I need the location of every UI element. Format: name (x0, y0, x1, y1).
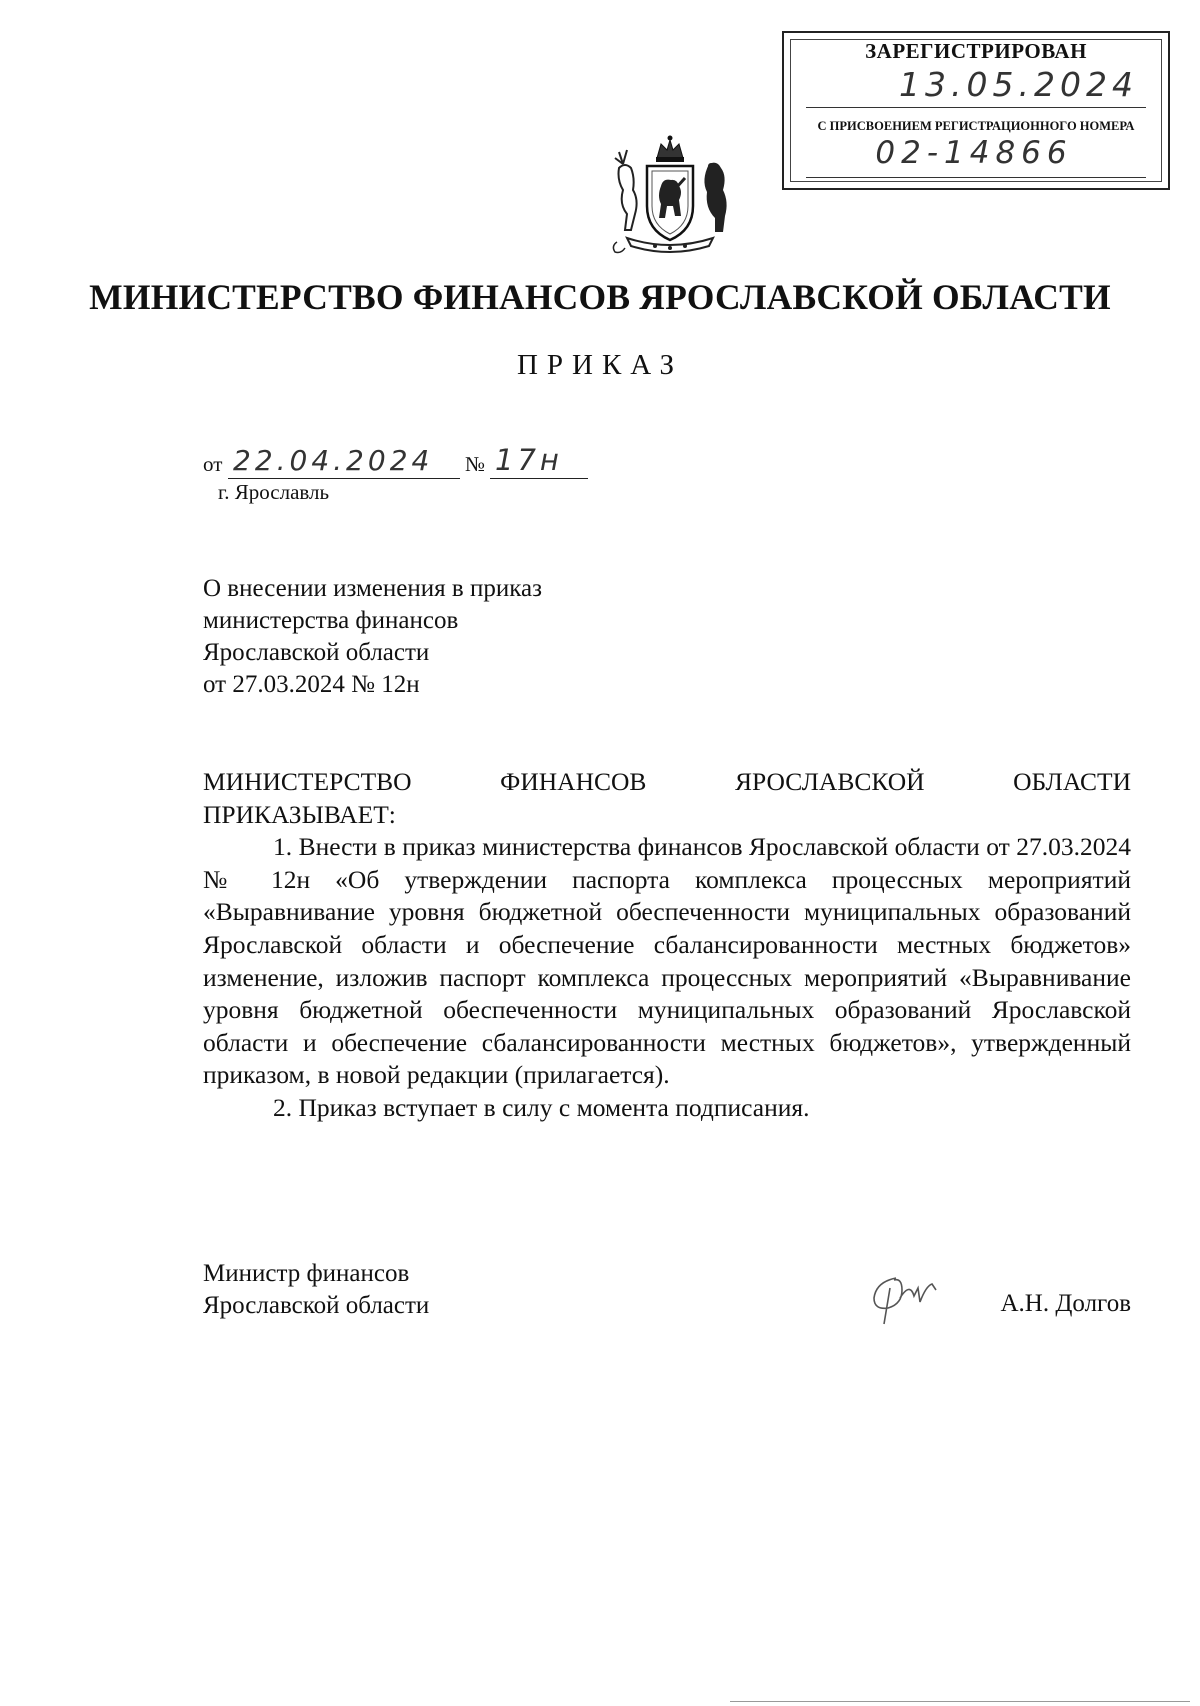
subject-line: Ярославской области (203, 639, 430, 666)
subject-line: О внесении изменения в приказ (203, 575, 542, 602)
from-label: от (203, 452, 223, 476)
number-underline (490, 478, 588, 479)
paragraph-2: 2. Приказ вступает в силу с момента подписания. (273, 1092, 810, 1122)
stamp-caption: С ПРИСВОЕНИЕМ РЕГИСТРАЦИОННОГО НОМЕРА (817, 119, 1135, 133)
body-text (203, 766, 1131, 1125)
scan-edge-line (730, 1701, 1190, 1702)
handwritten-signature-icon (866, 1268, 946, 1326)
stamp-title: ЗАРЕГИСТРИРОВАН (865, 39, 1087, 63)
order-number: 17н (495, 443, 563, 477)
registration-stamp (782, 31, 1170, 190)
stamp-registration-number: 02-14866 (875, 135, 1073, 171)
order-date: 22.04.2024 (233, 444, 434, 477)
stamp-divider (806, 177, 1146, 178)
subject-block (203, 573, 542, 701)
ministry-title: МИНИСТЕРСТВО ФИНАНСОВ ЯРОСЛАВСКОЙ ОБЛАСТИ (89, 277, 1111, 317)
intro-line: МИНИСТЕРСТВО ФИНАНСОВ ЯРОСЛАВСКОЙ ОБЛАСТИ (203, 767, 1131, 796)
intro-tail: ПРИКАЗЫВАЕТ: (203, 799, 396, 829)
stamp-date: 13.05.2024 (899, 65, 1138, 104)
stamp-divider (806, 107, 1146, 108)
city: г. Ярославль (218, 480, 330, 504)
date-underline (228, 478, 460, 479)
paragraph-1: 1. Внести в приказ министерства финансов Ярославской области от 27.03.2024 № 12н «Об утверждении паспорта комплекса процессных мероприятий «Выравнивание уровня бюджетной обеспеченности муниципальных образований Ярославской области и обеспечение сбалансированности местных бюджетов» изменение, изложив паспорт комплекса процессных мероприятий «Выравнивание уровня бюджетной обеспеченности муниципальных образований Ярославской области и обеспечение сбалансированности местных бюджетов», утвержденный приказом, в новой редакции (прилагается). (203, 832, 1131, 1090)
signer-name: А.Н. Долгов (1000, 1290, 1131, 1317)
document-type: ПРИКАЗ (516, 349, 684, 381)
signer-position-line: Ярославской области (203, 1292, 430, 1319)
subject-line: министерства финансов (203, 607, 459, 634)
signer-position (203, 1258, 429, 1322)
coat-of-arms-icon (605, 134, 735, 258)
signer-position-line: Министр финансов (203, 1260, 410, 1287)
subject-line: от 27.03.2024 № 12н (203, 671, 420, 698)
number-label: № (465, 452, 486, 476)
